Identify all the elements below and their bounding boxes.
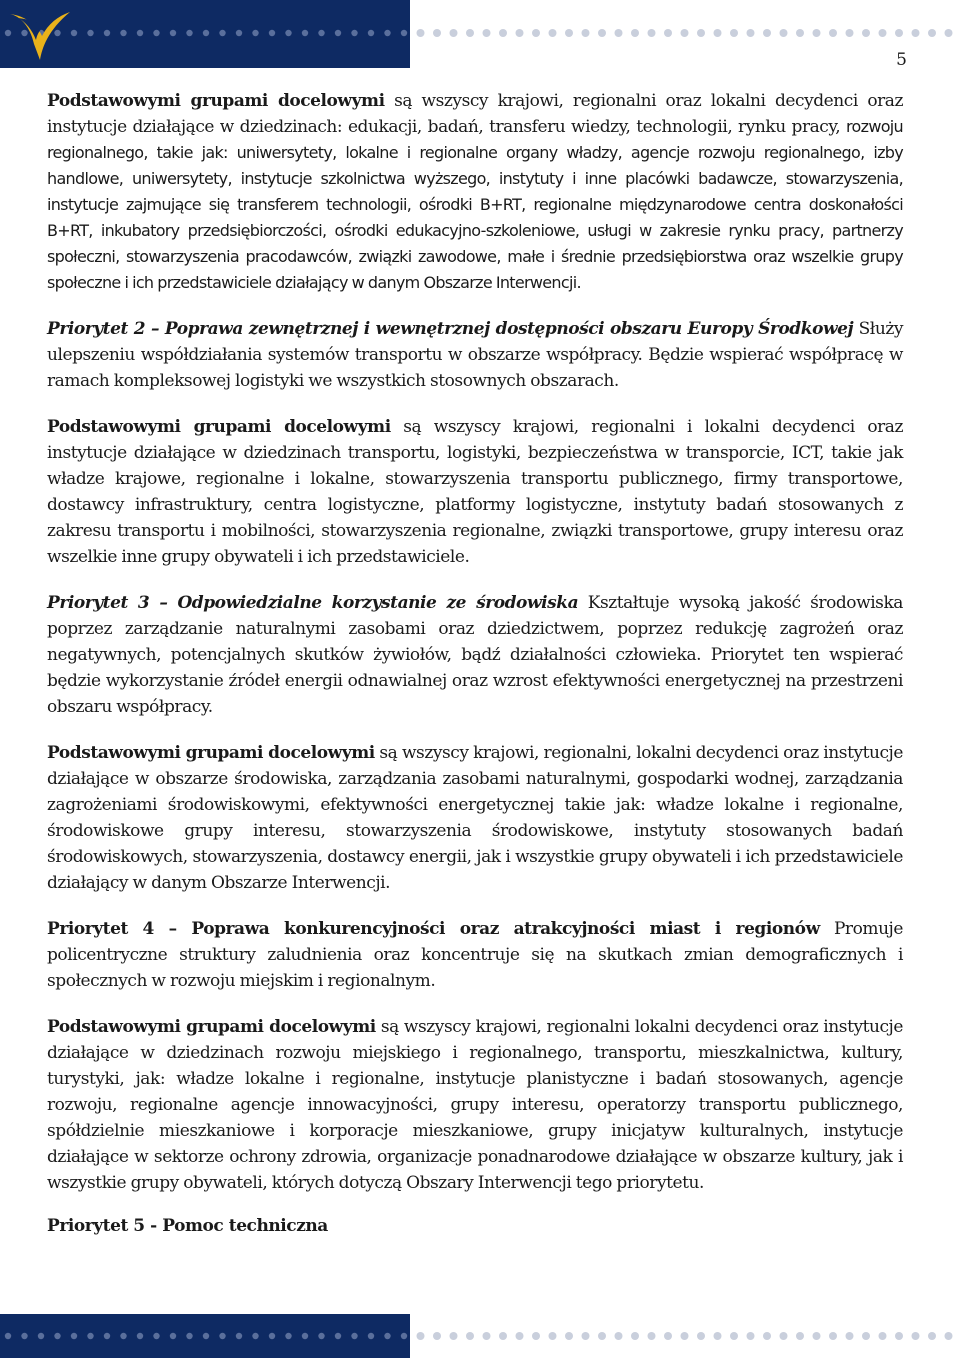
pattern-dot: [697, 29, 705, 37]
pattern-dot: [862, 1332, 870, 1340]
pattern-dot: [466, 29, 474, 37]
pattern-dot: [796, 29, 804, 37]
pattern-dot: [203, 1333, 209, 1339]
paragraph-priority-4: [47, 916, 903, 994]
pattern-dot: [38, 1333, 44, 1339]
pattern-dot: [71, 1333, 77, 1339]
pattern-dot: [153, 30, 159, 36]
pattern-dot: [219, 1333, 225, 1339]
pattern-dot: [532, 29, 540, 37]
pattern-dot: [269, 30, 275, 36]
priority-title: Priorytet 3 – Odpowiedzialne korzystanie ze środowiska: [47, 593, 579, 613]
pattern-dot: [516, 1332, 524, 1340]
pattern-dot: [236, 1333, 242, 1339]
pattern-dot: [862, 29, 870, 37]
pattern-dot: [335, 30, 341, 36]
pattern-dot: [747, 29, 755, 37]
pattern-dot: [829, 1332, 837, 1340]
pattern-dot: [252, 30, 258, 36]
pattern-dot: [516, 29, 524, 37]
pattern-dot: [170, 1333, 176, 1339]
pattern-dot: [730, 29, 738, 37]
pattern-dot: [945, 29, 953, 37]
paragraph-lead: Podstawowymi grupami docelowymi: [47, 743, 375, 763]
pattern-dot: [780, 1332, 788, 1340]
paragraph-text-continued: rozwoju regionalnego, takie jak: uniwersytety, lokalne i regionalne organy władzy, agencje rozwoju regionalnego, izby handlowe, uniwersytety, instytucje szkolnictwa wyższego, instytuty i inne placówki badawcze, stowarzyszenia, instytucje zajmujące się transferem technologii, ośrodki B+RT, regionalne międzynarodowe centra doskonałości B+RT, inkubatory przedsiębiorczości, ośrodki edukacyjno-szkoleniowe, usługi w zakresie rynku pracy, partnerzy społeczni, stowarzyszenia pracodawców, związki zawodowe, małe i średnie przedsiębiorstwa oraz wszelkie grupy społeczne i ich przedstawiciele działający w danym Obszarze Interwencji.: [47, 117, 903, 292]
pattern-dot: [269, 1333, 275, 1339]
pattern-dot: [582, 29, 590, 37]
pattern-dot: [763, 29, 771, 37]
pattern-dot: [697, 1332, 705, 1340]
pattern-dot: [648, 29, 656, 37]
pattern-dot: [137, 1333, 143, 1339]
paragraph-lead: Podstawowymi grupami docelowymi: [47, 417, 391, 437]
pattern-dot: [813, 29, 821, 37]
pattern-dot: [928, 1332, 936, 1340]
pattern-dot: [730, 1332, 738, 1340]
priority-title: Priorytet 4 – Poprawa konkurencyjności oraz atrakcyjności miast i regionów: [47, 919, 820, 939]
pattern-dot: [285, 1333, 291, 1339]
pattern-dot: [829, 29, 837, 37]
pattern-dot: [747, 1332, 755, 1340]
pattern-dot: [401, 1333, 407, 1339]
pattern-dot: [302, 1333, 308, 1339]
pattern-dot: [104, 1333, 110, 1339]
priority-5-heading: Priorytet 5 - Pomoc techniczna: [47, 1216, 328, 1236]
page-number: 5: [896, 50, 907, 70]
pattern-dot: [401, 30, 407, 36]
header-dot-pattern: [0, 25, 960, 41]
pattern-dot: [483, 1332, 491, 1340]
pattern-dot: [928, 29, 936, 37]
pattern-dot: [351, 30, 357, 36]
pattern-dot: [384, 1333, 390, 1339]
pattern-dot: [302, 30, 308, 36]
priority-title: Priorytet 2 – Poprawa zewnętrznej i wewnętrznej dostępności obszaru Europy Środkowej: [47, 319, 854, 339]
paragraph-priority-3: [47, 590, 903, 720]
pattern-dot: [846, 29, 854, 37]
pattern-dot: [846, 1332, 854, 1340]
pattern-dot: [236, 30, 242, 36]
paragraph-text: są wszyscy krajowi, regionalni lokalni decydenci oraz instytucje działające w dziedzinach rozwoju miejskiego i regionalnego, transportu, mieszkalnictwa, kultury, turystyki, jak: władze lokalne i regionalne, instytucje planistyczne i badań stosowanych, agencje rozwoju, regionalne agencje innowacyjności, grupy interesu, operatorzy transportu publicznego, spółdzielnie mieszkaniowe i korporacje mieszkaniowe, grupy inicjatyw kulturalnych, instytucje działające w sektorze ochrony zdrowia, organizacje ponadnarodowe działające w obszarze kultury, jak i wszystkie grupy obywateli, których dotyczą Obszary Interwencji tego priorytetu.: [47, 1017, 903, 1193]
pattern-dot: [87, 1333, 93, 1339]
pattern-dot: [945, 1332, 953, 1340]
pattern-dot: [203, 30, 209, 36]
pattern-dot: [598, 29, 606, 37]
pattern-dot: [664, 1332, 672, 1340]
pattern-dot: [565, 1332, 573, 1340]
pattern-dot: [5, 1333, 11, 1339]
pattern-dot: [565, 29, 573, 37]
pattern-dot: [417, 1332, 425, 1340]
page-header: [0, 0, 960, 68]
pattern-dot: [318, 1333, 324, 1339]
pattern-dot: [813, 1332, 821, 1340]
page-footer: [0, 1314, 960, 1358]
pattern-dot: [120, 1333, 126, 1339]
pattern-dot: [186, 30, 192, 36]
pattern-dot: [368, 30, 374, 36]
paragraph-lead: Podstawowymi grupami docelowymi: [47, 91, 385, 111]
paragraph-text: Służy ulepszeniu współdziałania systemów transportu w obszarze współpracy. Będzie wspierać współpracę w ramach kompleksowej logistyki we wszystkich stosownych obszarach.: [47, 319, 903, 391]
pattern-dot: [499, 29, 507, 37]
pattern-dot: [153, 1333, 159, 1339]
pattern-dot: [615, 1332, 623, 1340]
paragraph-text: są wszyscy krajowi, regionalni i lokalni decydenci oraz instytucje działające w dziedzinach transportu, logistyki, bezpieczeństwa w transporcie, ICT, takie jak władze krajowe, regionalne i lokalne, stowarzyszenia transportu publicznego, firmy transportowe, dostawcy infrastruktury, centra logistyczne, platformy logistyczne, instytuty badań stosowanych z zakresu transportu i mobilności, stowarzyszenia regionalne, związki transportowe, grupy interesu oraz wszelkie inne grupy obywateli i ich przedstawiciele.: [47, 417, 903, 567]
pattern-dot: [796, 1332, 804, 1340]
pattern-dot: [466, 1332, 474, 1340]
pattern-dot: [21, 1333, 27, 1339]
pattern-dot: [186, 1333, 192, 1339]
pattern-dot: [598, 1332, 606, 1340]
pattern-dot: [648, 1332, 656, 1340]
paragraph-lead: Podstawowymi grupami docelowymi: [47, 1017, 376, 1037]
paragraph-target-groups-2: [47, 414, 903, 570]
paragraph-target-groups-1: [47, 88, 903, 296]
pattern-dot: [780, 29, 788, 37]
pattern-dot: [681, 1332, 689, 1340]
footer-dot-pattern: [0, 1328, 960, 1344]
pattern-dot: [763, 1332, 771, 1340]
pattern-dot: [433, 1332, 441, 1340]
pattern-dot: [714, 1332, 722, 1340]
document-body: [47, 88, 903, 1236]
pattern-dot: [879, 29, 887, 37]
pattern-dot: [54, 1333, 60, 1339]
pattern-dot: [137, 30, 143, 36]
pattern-dot: [433, 29, 441, 37]
paragraph-target-groups-3: [47, 740, 903, 896]
pattern-dot: [895, 1332, 903, 1340]
pattern-dot: [582, 1332, 590, 1340]
pattern-dot: [219, 30, 225, 36]
paragraph-text: są wszyscy krajowi, regionalni, lokalni decydenci oraz instytucje działające w obszarze środowiska, zarządzania zasobami naturalnymi, gospodarki wodnej, zarządzania zagrożeniami środowiskowymi, efektywności energetycznej takie jak: władze lokalne i regionalne, środowiskowe grupy interesu, stowarzyszenia środowiskowe, instytuty stosowanych badań środowiskowych, stowarzyszenia, dostawcy energii, jak i wszystkie grupy obywateli i ich przedstawiciele działający w danym Obszarze Interwencji.: [47, 743, 903, 893]
pattern-dot: [252, 1333, 258, 1339]
pattern-dot: [532, 1332, 540, 1340]
pattern-dot: [499, 1332, 507, 1340]
pattern-dot: [87, 30, 93, 36]
pattern-dot: [318, 30, 324, 36]
pattern-dot: [384, 30, 390, 36]
pattern-dot: [285, 30, 291, 36]
pattern-dot: [879, 1332, 887, 1340]
paragraph-target-groups-4: [47, 1014, 903, 1196]
paragraph-text: Kształtuje wysoką jakość środowiska poprzez zarządzanie naturalnymi zasobami oraz dziedzictwem, poprzez redukcję zagrożeń oraz negatywnych, potencjalnych skutków żywiołów, bądź działalności człowieka. Priorytet ten wspierać będzie wykorzystanie źródeł energii odnawialnej oraz wzrost efektywności energetycznej na przestrzeni obszaru współpracy.: [47, 593, 903, 717]
pattern-dot: [170, 30, 176, 36]
pattern-dot: [483, 29, 491, 37]
pattern-dot: [104, 30, 110, 36]
pattern-dot: [450, 1332, 458, 1340]
pattern-dot: [351, 1333, 357, 1339]
pattern-dot: [714, 29, 722, 37]
pattern-dot: [549, 1332, 557, 1340]
pattern-dot: [664, 29, 672, 37]
pattern-dot: [681, 29, 689, 37]
pattern-dot: [615, 29, 623, 37]
pattern-dot: [120, 30, 126, 36]
pattern-dot: [335, 1333, 341, 1339]
pattern-dot: [912, 29, 920, 37]
pattern-dot: [417, 29, 425, 37]
pattern-dot: [450, 29, 458, 37]
pattern-dot: [368, 1333, 374, 1339]
pattern-dot: [549, 29, 557, 37]
pattern-dot: [631, 1332, 639, 1340]
pattern-dot: [631, 29, 639, 37]
paragraph-text: są wszyscy krajowi, regionalni oraz lokalni decydenci oraz instytucje działające w dziedzinach: edukacji, badań, transferu wiedzy, technologii, rynku pracy,: [47, 91, 903, 137]
pattern-dot: [895, 29, 903, 37]
pattern-dot: [912, 1332, 920, 1340]
logo-icon: [4, 4, 74, 64]
paragraph-text: Promuje policentryczne struktury zaludnienia oraz koncentruje się na skutkach zmian demograficznych i społecznych w rozwoju miejskim i regionalnym.: [47, 919, 903, 991]
paragraph-priority-2: [47, 316, 903, 394]
